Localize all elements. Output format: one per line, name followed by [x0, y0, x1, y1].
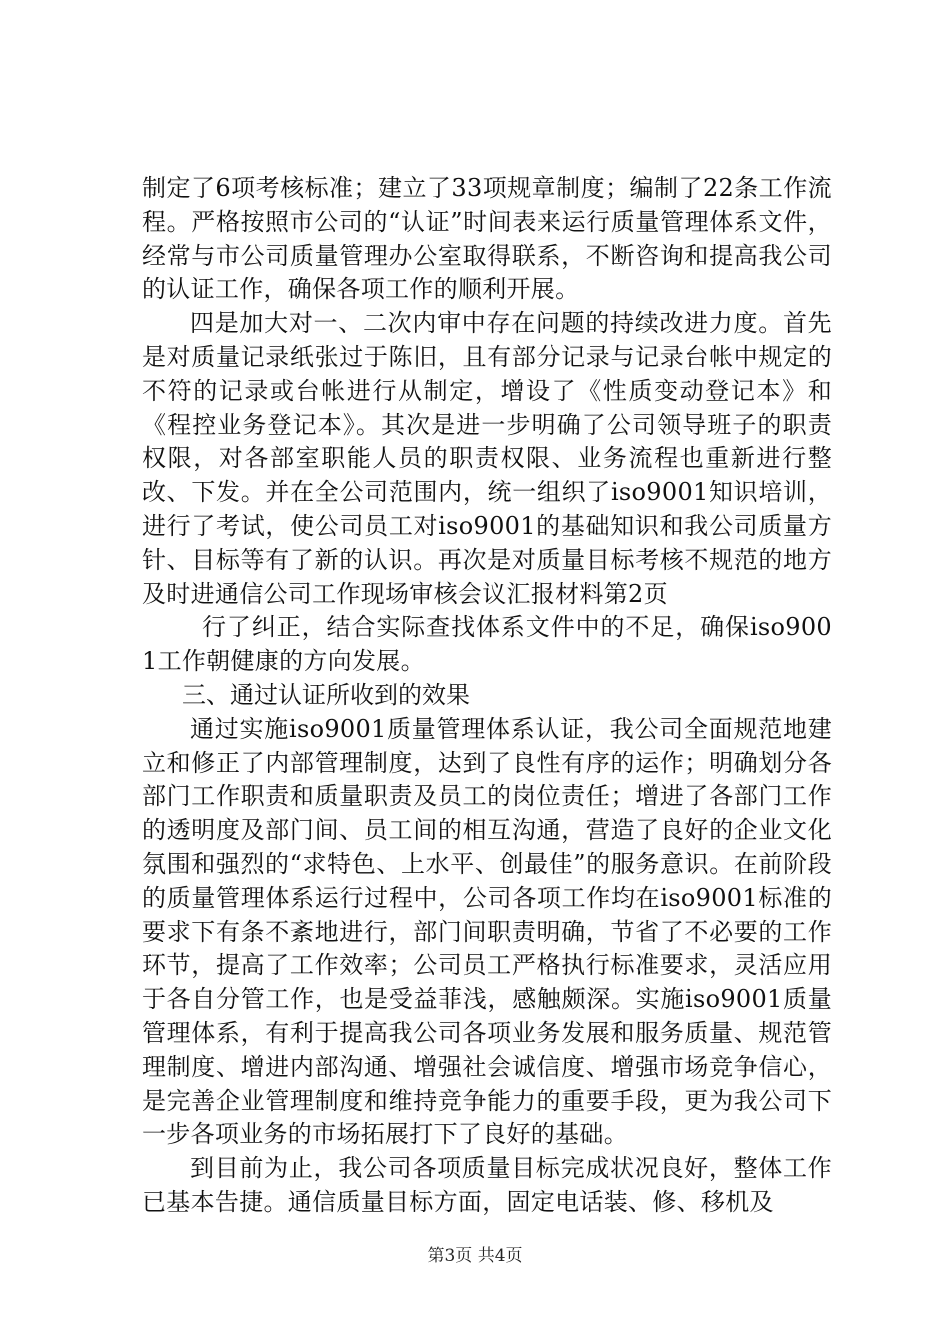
document-body [142, 172, 832, 1220]
paragraph-effects: 通过实施iso9001质量管理体系认证，我公司全面规范地建立和修正了内部管理制度，达到了良性有序的运作；明确划分各部门工作职责和质量职责及员工的岗位责任；增进了各部门工作的透明度及部门间、员工间的相互沟通，营造了良好的企业文化氛围和强烈的“求特色、上水平、创最佳”的服务意识。在前阶段的质量管理体系运行过程中，公司各项工作均在iso9001标准的要求下有条不紊地进行，部门间职责明确，节省了不必要的工作环节，提高了工作效率；公司员工严格执行标准要求，灵活应用于各自分管工作，也是受益菲浅，感触颇深。实施iso9001质量管理体系，有利于提高我公司各项业务发展和服务质量、规范管理制度、增进内部沟通、增强社会诚信度、增强市场竞争信心，是完善企业管理制度和维持竞争能力的重要手段，更为我公司下一步各项业务的市场拓展打下了良好的基础。 [142, 714, 832, 1149]
paragraph-correction: 行了纠正，结合实际查找体系文件中的不足，确保iso9001工作朝健康的方向发展。 [142, 613, 832, 676]
paragraph-continuation: 制定了6项考核标准；建立了33项规章制度；编制了22条工作流程。严格按照市公司的“认证”时间表来运行质量管理体系文件，经常与市公司质量管理办公室取得联系，不断咨询和提高我公司的认证工作，确保各项工作的顺利开展。 [142, 174, 832, 304]
paragraph-point-four: 四是加大对一、二次内审中存在问题的持续改进力度。首先是对质量记录纸张过于陈旧，且有部分记录与记录台帐中规定的不符的记录或台帐进行从制定，增设了《性质变动登记本》和《程控业务登记本》。其次是进一步明确了公司领导班子的职责权限，对各部室职能人员的职责权限、业务流程也重新进行整改、下发。并在全公司范围内，统一组织了iso9001知识培训，进行了考试，使公司员工对iso9001的基础知识和我公司质量方针、目标等有了新的认识。再次是对质量目标考核不规范的地方及时进通信公司工作现场审核会议汇报材料第2页 [142, 309, 832, 608]
section-heading-effects: 三、通过认证所收到的效果 [182, 680, 470, 709]
page-footer: 第3页 共4页 [427, 1246, 523, 1266]
paragraph-current-status: 到目前为止，我公司各项质量目标完成状况良好，整体工作已基本告捷。通信质量目标方面，固定电话装、修、移机及 [142, 1154, 832, 1216]
